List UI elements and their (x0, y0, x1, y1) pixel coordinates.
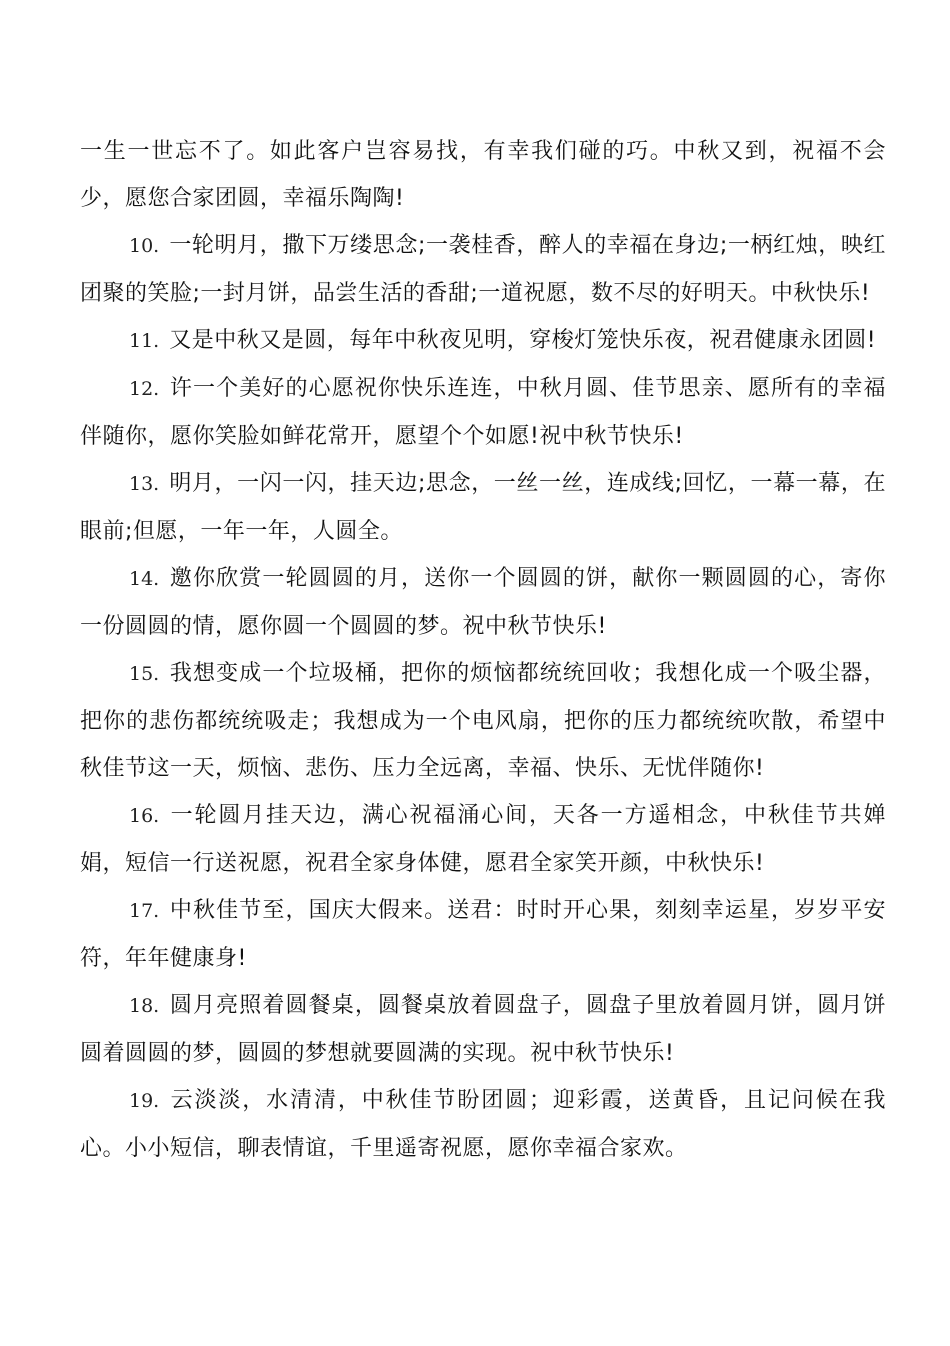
paragraph-number: 13. (129, 473, 160, 495)
document-body (80, 128, 886, 1172)
paragraph-12 (80, 365, 886, 460)
paragraph-text: 我想变成一个垃圾桶，把你的烦恼都统统回收；我想化成一个吸尘器，把你的悲伤都统统吸走；我想成为一个电风扇，把你的压力都统统吹散，希望中秋佳节这一天，烦恼、悲伤、压力全远离，幸福、快乐、无忧伴随你! (80, 661, 886, 781)
paragraph-number: 10. (129, 235, 160, 257)
paragraph-19 (80, 1077, 886, 1172)
paragraph-text: 一轮圆月挂天边，满心祝福涌心间，天各一方遥相念，中秋佳节共婵娟，短信一行送祝愿，祝君全家身体健，愿君全家笑开颜，中秋快乐! (80, 803, 886, 876)
paragraph-text: 许一个美好的心愿祝你快乐连连，中秋月圆、佳节思亲、愿所有的幸福伴随你，愿你笑脸如鲜花常开，愿望个个如愿!祝中秋节快乐! (80, 376, 886, 449)
paragraph-11 (80, 317, 886, 365)
paragraph-number: 12. (129, 378, 160, 400)
paragraph-14 (80, 555, 886, 650)
paragraph-text: 中秋佳节至，国庆大假来。送君：时时开心果，刻刻幸运星，岁岁平安符，年年健康身! (80, 898, 886, 971)
paragraph-number: 15. (129, 663, 160, 685)
paragraph-number: 18. (129, 995, 160, 1017)
paragraph-text: 又是中秋又是圆，每年中秋夜见明，穿梭灯笼快乐夜，祝君健康永团圆! (169, 328, 877, 353)
paragraph-18 (80, 982, 886, 1077)
paragraph-number: 17. (129, 900, 160, 922)
paragraph-10 (80, 222, 886, 317)
paragraph-number: 14. (129, 568, 160, 590)
paragraph-number: 11. (129, 330, 160, 352)
paragraph-number: 16. (129, 805, 160, 827)
paragraph-continuation (80, 128, 886, 222)
paragraph-text: 圆月亮照着圆餐桌，圆餐桌放着圆盘子，圆盘子里放着圆月饼，圆月饼圆着圆圆的梦，圆圆的梦想就要圆满的实现。祝中秋节快乐! (80, 993, 886, 1066)
paragraph-15 (80, 650, 886, 792)
paragraph-text: 邀你欣赏一轮圆圆的月，送你一个圆圆的饼，献你一颗圆圆的心，寄你一份圆圆的情，愿你圆一个圆圆的梦。祝中秋节快乐! (80, 566, 886, 639)
paragraph-text: 云淡淡，水清清，中秋佳节盼团圆；迎彩霞，送黄昏，且记问候在我心。小小短信，聊表情谊，千里遥寄祝愿，愿你幸福合家欢。 (80, 1088, 886, 1161)
paragraph-16 (80, 792, 886, 887)
paragraph-number: 19. (129, 1090, 160, 1112)
paragraph-text: 一生一世忘不了。如此客户岂容易找，有幸我们碰的巧。中秋又到，祝福不会少，愿您合家团圆，幸福乐陶陶! (80, 139, 886, 211)
paragraph-17 (80, 887, 886, 982)
paragraph-text: 一轮明月，撒下万缕思念;一袭桂香，醉人的幸福在身边;一柄红烛，映红团聚的笑脸;一封月饼，品尝生活的香甜;一道祝愿，数不尽的好明天。中秋快乐! (80, 233, 886, 306)
paragraph-13 (80, 460, 886, 555)
paragraph-text: 明月，一闪一闪，挂天边;思念，一丝一丝，连成线;回忆，一幕一幕，在眼前;但愿，一年一年，人圆全。 (80, 471, 886, 544)
